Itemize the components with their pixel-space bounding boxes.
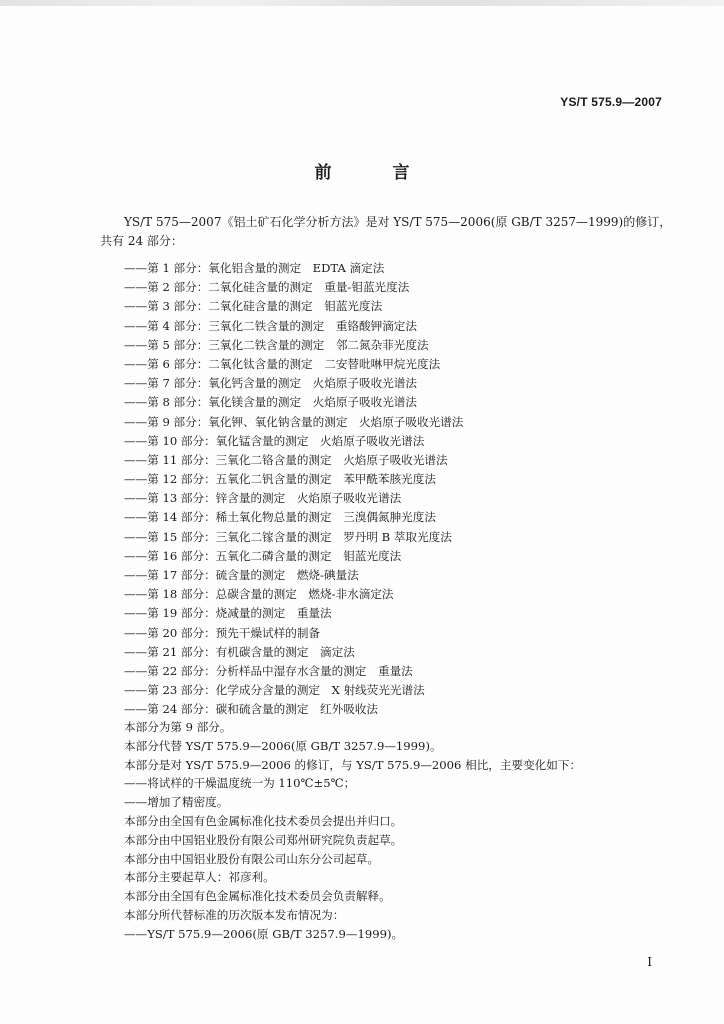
intro-paragraph	[100, 213, 690, 251]
part-item: ——第 21 部分：有机碳含量的测定 滴定法	[124, 644, 355, 659]
statement-line: 本部分是对 YS/T 575.9—2006 的修订，与 YS/T 575.9—2006 相比，主要变化如下：	[124, 757, 582, 772]
part-item: ——第 3 部分：二氧化硅含量的测定 钼蓝光度法	[124, 299, 383, 314]
statement-line: 本部分由中国铝业股份有限公司郑州研究院负责起草。	[124, 832, 403, 847]
intro-line-1: YS/T 575—2007《铝土矿石化学分析方法》是对 YS/T 575—2006(原 GB/T 3257—1999)的修订，	[124, 215, 672, 229]
statement-line: 本部分主要起草人：祁彦利。	[124, 870, 275, 885]
part-item: ——第 20 部分：预先干燥试样的制备	[124, 625, 321, 640]
parts-list	[100, 259, 463, 720]
standard-code: YS/T 575.9—2007	[560, 95, 662, 109]
part-item: ——第 5 部分：三氧化二铁含量的测定 邻二氮杂菲光度法	[124, 337, 429, 352]
part-item: ——第 14 部分：稀土氧化物总量的测定 三溴偶氮胂光度法	[124, 510, 436, 525]
part-item: ——第 8 部分：氧化镁含量的测定 火焰原子吸收光谱法	[124, 395, 417, 410]
statement-line: 本部分为第 9 部分。	[124, 720, 232, 734]
part-item: ——第 19 部分：烧减量的测定 重量法	[124, 606, 332, 621]
part-item: ——第 18 部分：总碳含量的测定 燃烧-非水滴定法	[124, 587, 394, 602]
part-item: ——第 12 部分：五氧化二钒含量的测定 苯甲酰苯胲光度法	[124, 472, 436, 487]
part-item: ——第 6 部分：二氧化钛含量的测定 二安替吡啉甲烷光度法	[124, 356, 441, 371]
part-item: ——第 15 部分：三氧化二镓含量的测定 罗丹明 B 萃取光度法	[124, 529, 452, 544]
part-item: ——第 11 部分：三氧化二铬含量的测定 火焰原子吸收光谱法	[124, 452, 448, 467]
intro-line-2: 共有 24 部分：	[100, 234, 183, 248]
top-scan-edge	[0, 0, 724, 6]
page-number: I	[647, 955, 652, 969]
part-item: ——第 9 部分：氧化钾、氧化钠含量的测定 火焰原子吸收光谱法	[124, 414, 464, 429]
part-item: ——第 24 部分：碳和硫含量的测定 红外吸收法	[124, 702, 378, 717]
part-item: ——第 16 部分：五氧化二磷含量的测定 钼蓝光度法	[124, 548, 402, 563]
part-item: ——第 22 部分：分析样品中湿存水含量的测定 重量法	[124, 663, 413, 678]
part-item: ——第 10 部分：氧化锰含量的测定 火焰原子吸收光谱法	[124, 433, 425, 448]
statement-line: ——YS/T 575.9—2006(原 GB/T 3257.9—1999)。	[124, 926, 404, 941]
part-item: ——第 1 部分：氧化铝含量的测定 EDTA 滴定法	[124, 261, 385, 275]
statement-line: 本部分所代替标准的历次版本发布情况为：	[124, 907, 345, 922]
statement-line: 本部分由全国有色金属标准化技术委员会负责解释。	[124, 889, 391, 904]
statement-line: 本部分由全国有色金属标准化技术委员会提出并归口。	[124, 813, 403, 828]
statement-line: ——增加了精密度。	[124, 795, 229, 810]
statement-line: ——将试样的干燥温度统一为 110℃±5℃；	[124, 776, 356, 791]
part-item: ——第 17 部分：硫含量的测定 燃烧-碘量法	[124, 568, 359, 582]
part-item: ——第 2 部分：二氧化硅含量的测定 重量-钼蓝光度法	[124, 280, 410, 295]
part-item: ——第 4 部分：三氧化二铁含量的测定 重铬酸钾滴定法	[124, 318, 417, 333]
page-title: 前 言	[314, 163, 432, 183]
part-item: ——第 13 部分：锌含量的测定 火焰原子吸收光谱法	[124, 491, 402, 506]
foreword-statements	[100, 718, 581, 944]
part-item: ——第 23 部分：化学成分含量的测定 X 射线荧光光谱法	[124, 683, 425, 698]
statement-line: 本部分代替 YS/T 575.9—2006(原 GB/T 3257.9—1999)。	[124, 738, 442, 753]
statement-line: 本部分由中国铝业股份有限公司山东分公司起草。	[124, 851, 380, 866]
part-item: ——第 7 部分：氧化钙含量的测定 火焰原子吸收光谱法	[124, 376, 417, 391]
